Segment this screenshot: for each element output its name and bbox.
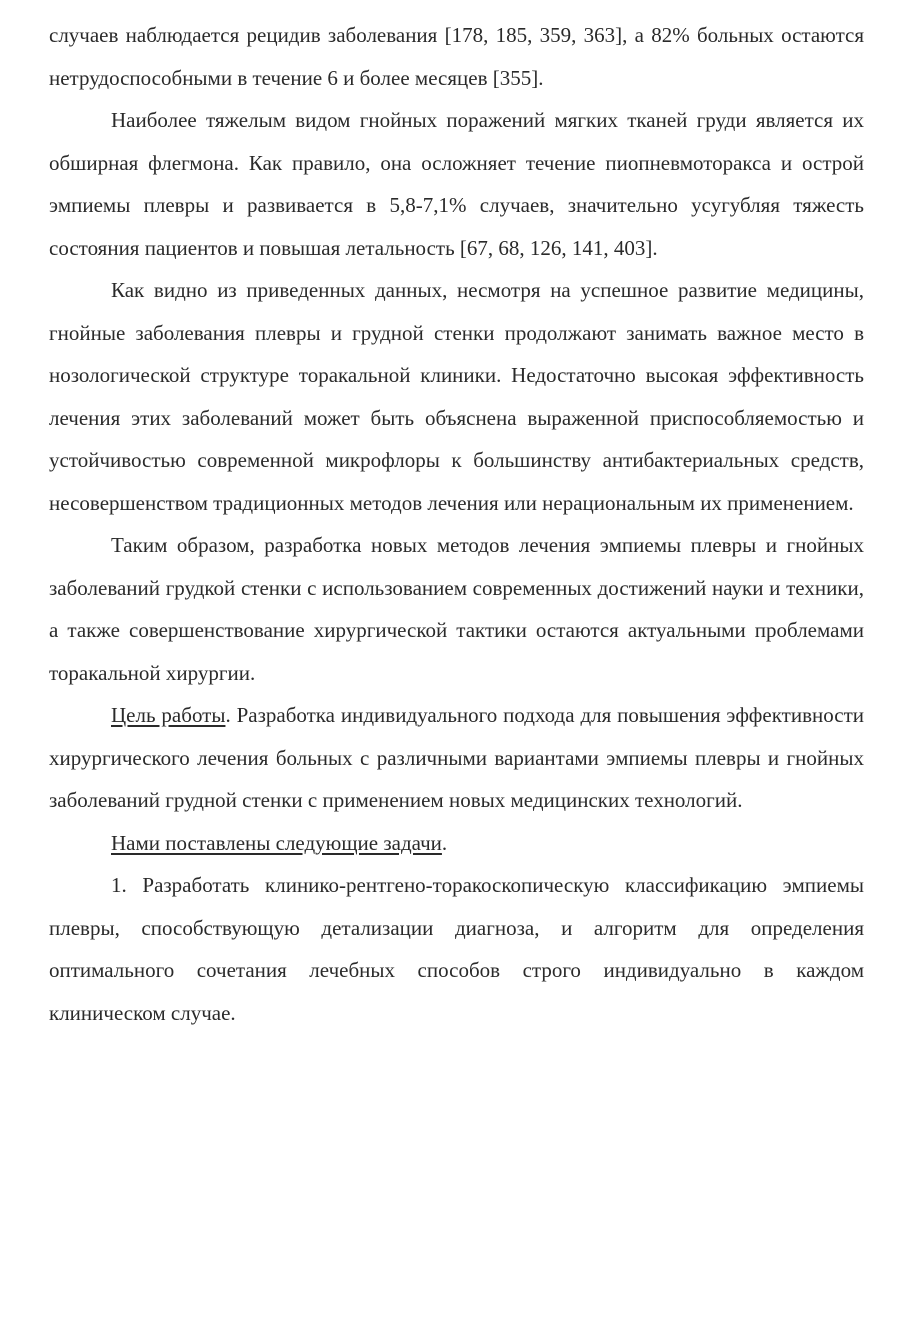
tasks-heading: Нами поставлены следующие задачи: [111, 830, 442, 855]
document-page: [49, 14, 864, 1034]
paragraph-relevance: Как видно из приведенных данных, несмотря на успешное развитие медицины, гнойные заболевания плевры и грудной стенки продолжают занимать важное место в нозологической структуре торакальной клиники. Недостаточно высокая эффективность лечения этих заболеваний может быть объяснена выраженной приспособляемостью и устойчивостью современной микрофлоры к большинству антибактериальных средств, несовершенством традиционных методов лечения или нерациональным их применением.: [49, 278, 864, 515]
paragraph-tasks-heading: [49, 822, 864, 865]
paragraph-goal: [49, 694, 864, 822]
goal-heading: Цель работы: [111, 703, 226, 727]
paragraph-relapse-stats: случаев наблюдается рецидив заболевания [178, 185, 359, 363], а 82% больных остаются нетрудоспособными в течение 6 и более месяцев [355].: [49, 23, 864, 90]
tasks-heading-period: .: [441, 830, 448, 855]
paragraph-conclusion: Таким образом, разработка новых методов лечения эмпиемы плевры и гнойных заболеваний грудкой стенки с использованием современных достижений науки и техники, а также совершенствование хирургической тактики остаются актуальными проблемами торакальной хирургии.: [49, 533, 864, 685]
paragraph-task-1: 1. Разработать клинико-рентгено-торакоскопическую классификацию эмпиемы плевры, способствующую детализации диагноза, и алгоритм для определения оптимального сочетания лечебных способов строго индивидуально в каждом клиническом случае.: [49, 873, 864, 1025]
paragraph-phlegmon: Наиболее тяжелым видом гнойных поражений мягких тканей груди является их обширная флегмона. Как правило, она осложняет течение пиопневмоторакса и острой эмпиемы плевры и развивается в 5,8-7,1% случаев, значительно усугубляя тяжесть состояния пациентов и повышая летальность [67, 68, 126, 141, 403].: [49, 108, 864, 260]
goal-text: . Разработка индивидуального подхода для повышения эффективности хирургического лечения больных с различными вариантами эмпиемы плевры и гнойных заболеваний грудной стенки с применением новых медицинских технологий.: [49, 703, 864, 812]
